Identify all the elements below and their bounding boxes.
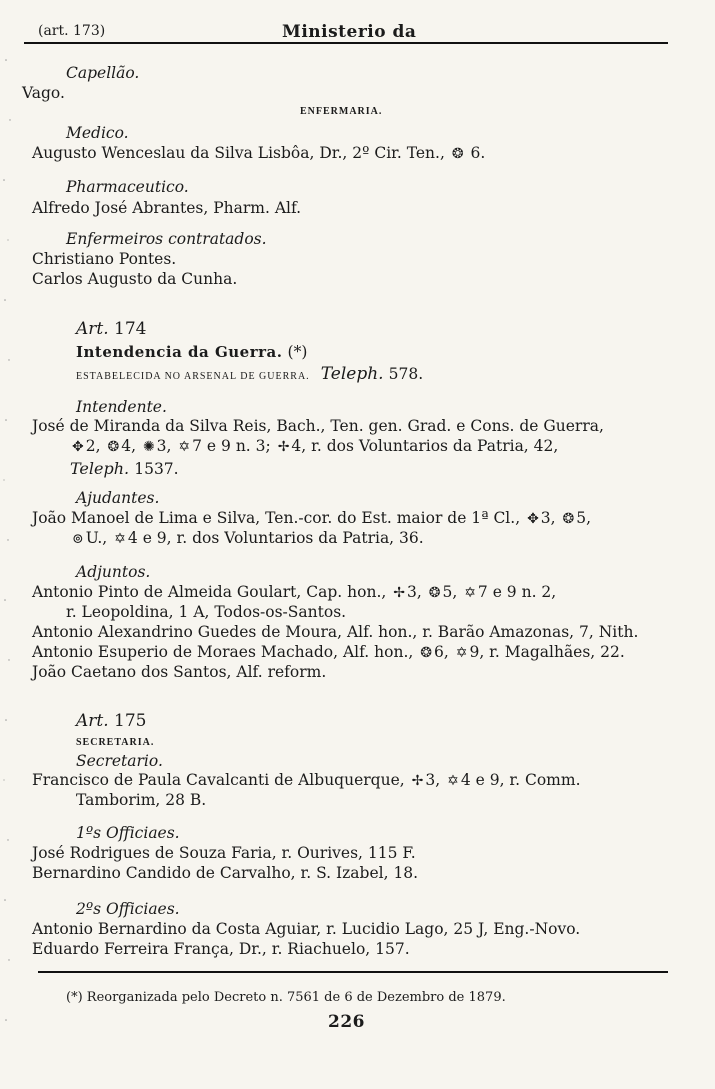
teleph-number: 1537. — [134, 460, 179, 478]
cross-icon: ✥ — [527, 511, 539, 527]
adjunto-4: João Caetano dos Santos, Alf. reform. — [32, 663, 327, 681]
text: Antonio Esuperio de Moraes Machado, Alf. hon., — [32, 643, 414, 661]
v1: 6, — [433, 643, 449, 661]
adjunto-1-line-2: r. Leopoldina, 1 A, Todos-os-Santos. — [66, 603, 347, 621]
intendencia-title — [76, 342, 307, 361]
capellao-value: Vago. — [22, 84, 65, 102]
art-175-heading — [76, 711, 147, 731]
v3: 7 e 9 n. 2, — [477, 583, 557, 601]
running-title: Ministerio da — [282, 22, 417, 42]
off1-2: Bernardino Candido de Carvalho, r. S. Izabel, 18. — [32, 864, 419, 882]
established-text: ESTABELECIDA NO ARSENAL DE GUERRA. — [76, 371, 310, 382]
v1: U., — [85, 529, 108, 547]
star-icon: ✡ — [447, 773, 459, 789]
pharm-line: Alfredo José Abrantes, Pharm. Alf. — [32, 199, 302, 217]
teleph-number: 578. — [388, 365, 424, 383]
v3: 3, — [156, 437, 172, 455]
off2-label: 2ºs Officiaes. — [76, 900, 180, 918]
v2: 4 e 9, r. Comm. — [460, 771, 581, 789]
medal-icon: ❂ — [451, 146, 464, 162]
medico-label: Medico. — [66, 124, 129, 142]
intendente-line-3 — [70, 459, 179, 478]
v4: 7 e 9 n. 3; — [192, 437, 271, 455]
star-icon: ✡ — [464, 585, 476, 601]
art-number: 175 — [114, 711, 147, 731]
medal-icon: ❂ — [562, 511, 575, 527]
v2: 9, r. Magalhães, 22. — [469, 643, 625, 661]
enfermaria-heading: ENFERMARIA. — [300, 106, 383, 117]
enf-label: Enfermeiros contratados. — [66, 230, 267, 248]
text: Francisco de Paula Cavalcanti de Albuquerque, — [32, 771, 405, 789]
v1: 2, — [85, 437, 101, 455]
enf-1: Christiano Pontes. — [32, 250, 177, 268]
header-rule — [24, 42, 668, 44]
adjunto-1-line-1 — [32, 585, 556, 601]
art-174-heading — [76, 319, 147, 339]
off1-1: José Rodrigues de Souza Faria, r. Ourives, 115 F. — [32, 844, 416, 862]
off1-label: 1ºs Officiaes. — [76, 824, 180, 842]
medal-icon: ❂ — [428, 585, 441, 601]
cross-icon: ✢ — [393, 585, 405, 601]
v5: 4, r. dos Voluntarios da Patria, 42, — [291, 437, 559, 455]
art-number: 174 — [114, 319, 147, 339]
page-number: 226 — [328, 1012, 365, 1032]
off2-1: Antonio Bernardino da Costa Aguiar, r. Lucidio Lago, 25 J, Eng.-Novo. — [32, 920, 581, 938]
star-icon: ✡ — [114, 531, 126, 547]
capellao-label: Capellão. — [66, 64, 140, 82]
secretario-line-2: Tamborim, 28 B. — [76, 791, 207, 809]
medico-text: Augusto Wenceslau da Silva Lisbôa, Dr., 2º Cir. Ten., — [32, 144, 445, 162]
star-icon: ✡ — [178, 439, 191, 455]
cross-icon: ✥ — [72, 439, 84, 455]
art-label: Art. — [76, 319, 109, 339]
intendente-label: Intendente. — [76, 398, 167, 416]
adjuntos-label: Adjuntos. — [76, 563, 151, 581]
v2: 5, — [442, 583, 458, 601]
text: João Manoel de Lima e Silva, Ten.-cor. do Est. maior de 1ª Cl., — [32, 509, 521, 527]
title-note: (*) — [287, 343, 308, 361]
medico-tail: 6. — [470, 144, 486, 162]
v2: 5, — [576, 509, 592, 527]
footnote-rule — [38, 971, 668, 973]
header-ref: (art. 173) — [38, 23, 106, 39]
secretario-line-1 — [32, 773, 581, 789]
cross-icon: ✢ — [411, 773, 424, 789]
intendente-line-1: José de Miranda da Silva Reis, Bach., Ten. gen. Grad. e Cons. de Guerra, — [32, 417, 604, 435]
medico-line — [32, 146, 485, 162]
scan-margin-artifact — [0, 0, 22, 1089]
cross-icon: ✢ — [277, 439, 290, 455]
star-icon: ✡ — [455, 645, 468, 661]
adjunto-2: Antonio Alexandrino Guedes de Moura, Alf. hon., r. Barão Amazonas, 7, Nith. — [32, 623, 639, 641]
rose-icon: ⊚ — [72, 531, 84, 547]
medal-icon: ❂ — [107, 439, 120, 455]
section-title: Intendencia da Guerra. — [76, 343, 283, 361]
v1: 3, — [425, 771, 441, 789]
enf-2: Carlos Augusto da Cunha. — [32, 270, 238, 288]
secretaria-heading: SECRETARIA. — [76, 737, 155, 748]
adjunto-3 — [32, 645, 625, 661]
art-label: Art. — [76, 711, 109, 731]
teleph-label: Teleph. — [320, 364, 384, 384]
medal-icon: ❂ — [420, 645, 432, 661]
v1: 3, — [540, 509, 556, 527]
pharm-label: Pharmaceutico. — [66, 178, 189, 196]
ajudantes-line-1 — [32, 511, 591, 527]
teleph-label: Teleph. — [70, 459, 130, 478]
text: Antonio Pinto de Almeida Goulart, Cap. hon., — [32, 583, 387, 601]
ajudantes-line-2 — [70, 531, 424, 547]
footnote: (*) Reorganizada pelo Decreto n. 7561 de 6 de Dezembro de 1879. — [66, 990, 506, 1005]
secretario-label: Secretario. — [76, 752, 163, 770]
rose-icon: ✺ — [142, 439, 155, 455]
off2-2: Eduardo Ferreira França, Dr., r. Riachuelo, 157. — [32, 940, 410, 958]
v2: 4 e 9, r. dos Voluntarios da Patria, 36. — [127, 529, 424, 547]
established-line — [76, 364, 423, 384]
ajudantes-label: Ajudantes. — [76, 489, 160, 507]
v1: 3, — [406, 583, 422, 601]
intendente-line-2 — [70, 439, 558, 455]
v2: 4, — [121, 437, 136, 455]
